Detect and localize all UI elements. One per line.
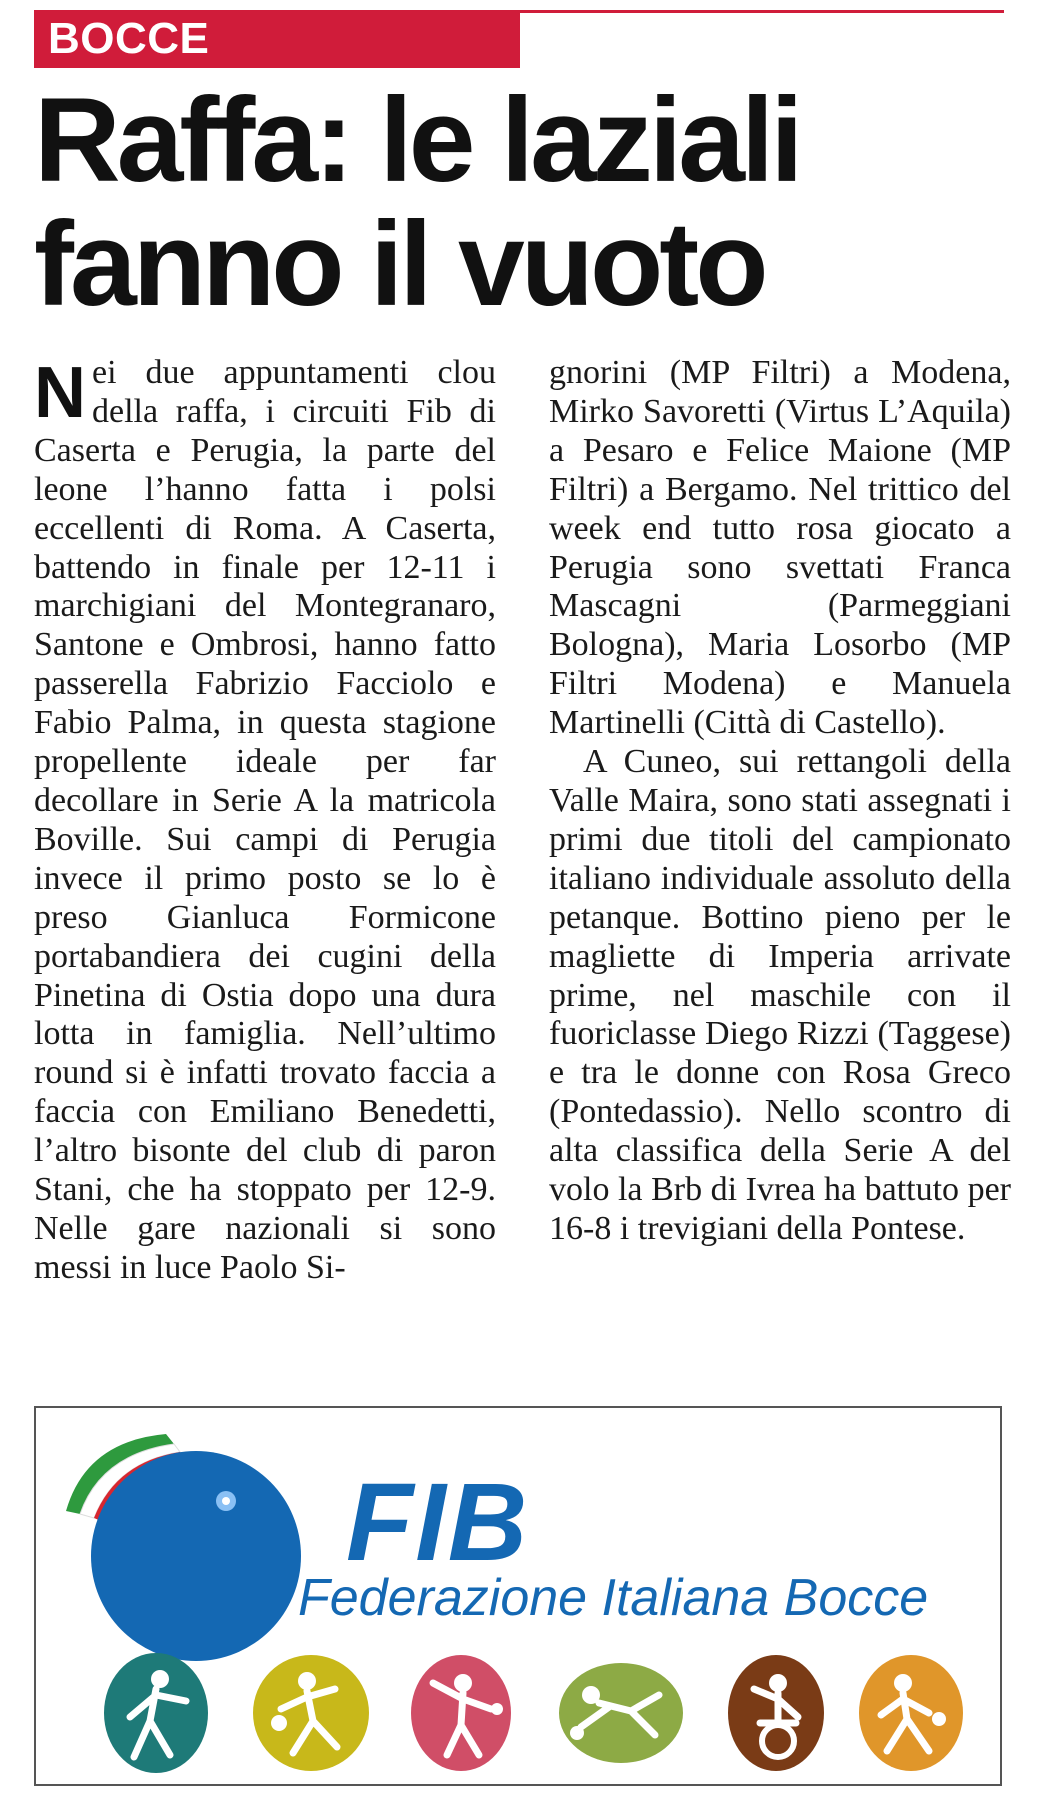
diving-player-icon <box>559 1663 683 1763</box>
article-paragraph: gnorini (MP Filtri) a Modena, Mirko Savoretti (Virtus L’Aquila) a Pesaro e Felice Maione (MP Filtri) a Bergamo. Nel trittico del week end tutto rosa giocato a Perugia sono svettati Franca Mascagni (Parmeggiani Bologna), Maria Losorbo (MP Filtri Modena) e Manuela Martinelli (Città di Castello). <box>549 354 1011 742</box>
fib-full-name: Federazione Italiana Bocce <box>298 1569 929 1627</box>
paralympic-player-icon <box>728 1655 824 1771</box>
headline <box>34 73 1004 331</box>
bocce-ball-emblem-icon <box>46 1416 316 1676</box>
article-column-right <box>549 354 1011 1249</box>
bowler-player-icon <box>859 1655 963 1771</box>
fib-logo-panel <box>34 1406 1002 1786</box>
raffa-player-icon <box>104 1653 208 1773</box>
section-tag: BOCCE <box>34 10 520 68</box>
fib-acronym: FIB <box>346 1461 530 1584</box>
sport-icons-row <box>86 1648 966 1778</box>
petanque-player-icon <box>411 1655 511 1771</box>
article-column-left <box>34 354 496 1288</box>
headline-line-1: Raffa: le laziali <box>34 73 800 207</box>
article-text: ei due appuntamenti clou della raffa, i circuiti Fib di Caserta e Perugia, la parte del leone l’hanno fatta i polsi eccellenti di Roma. A Caserta, battendo in finale per 12-11 i marchigiani del Montegranaro, Santone e Ombrosi, hanno fatto passerella Fabrizio Facciolo e Fabio Palma, in questa stagione propellente ideale per far decollare in Serie A la matricola Boville. Sui campi di Perugia invece il primo posto se lo è preso Gianluca Formicone portabandiera dei cugini della Pinetina di Ostia dopo una dura lotta in famiglia. Nell’ultimo round si è infatti trovato faccia a faccia con Emiliano Benedetti, l’altro bisonte del club di paron Stani, che ha stoppato per 12-9. Nelle gare nazionali si sono messi in luce Paolo Si- <box>34 354 496 1286</box>
volo-player-icon <box>253 1655 369 1771</box>
article-paragraph: A Cuneo, sui rettangoli della Valle Maira, sono stati assegnati i primi due titoli del campionato italiano individuale assoluto della petanque. Bottino pieno per le magliette di Imperia arrivate prime, nel maschile con il fuoriclasse Diego Rizzi (Taggese) e tra le donne con Rosa Greco (Pontedassio). Nello scontro di alta classifica della Serie A del volo la Brb di Ivrea ha battuto per 16-8 i trevigiani della Pontese. <box>549 743 1011 1247</box>
headline-line-2: fanno il vuoto <box>34 197 765 331</box>
article-paragraph <box>34 354 496 1288</box>
drop-cap: N <box>34 353 86 433</box>
